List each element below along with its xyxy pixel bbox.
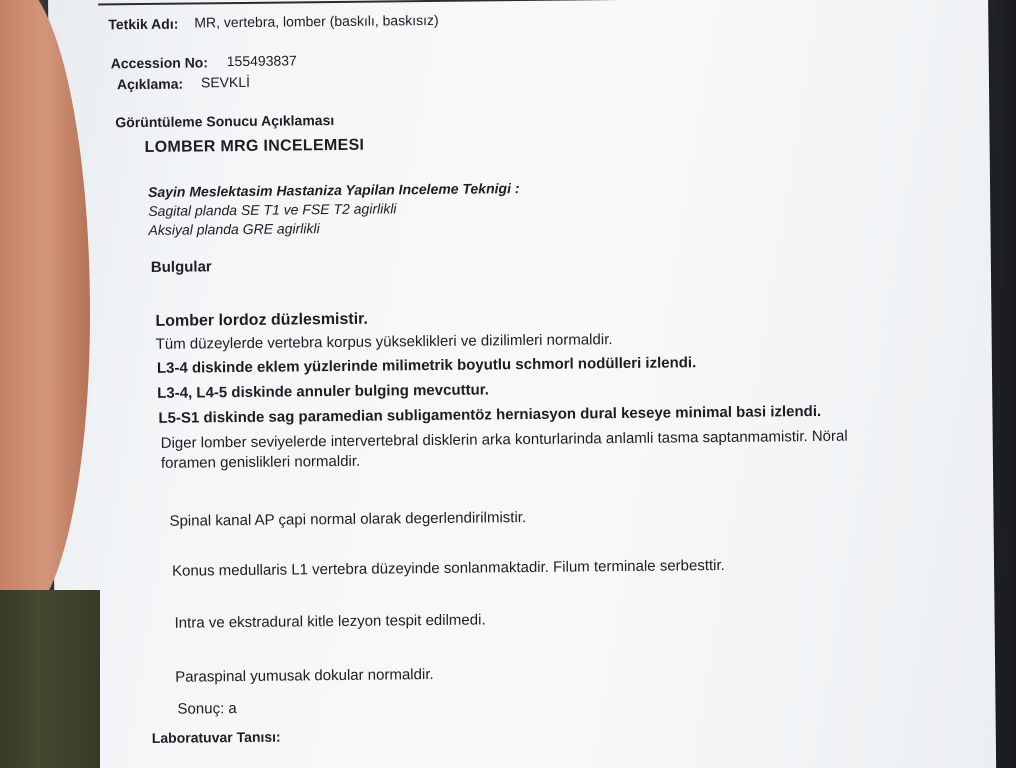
sleeve <box>0 590 100 768</box>
lab-label: Laboratuvar Tanısı: <box>151 728 281 746</box>
report-paper <box>48 0 996 768</box>
finding-item: Intra ve ekstradural kitle lezyon tespit edilmedi. <box>174 611 486 632</box>
finding-item: Spinal kanal AP çapi normal olarak degerlendirilmistir. <box>169 509 527 530</box>
technique-line: Aksiyal planda GRE agirlikli <box>148 220 320 238</box>
finding-item: Paraspinal yumusak dokular normaldir. <box>175 665 434 686</box>
findings-heading: Bulgular <box>150 258 212 276</box>
finding-item: Lomber lordoz düzlesmistir. <box>155 310 368 330</box>
aciklama-value: SEVKLİ <box>200 73 251 91</box>
aciklama-label: Açıklama: <box>116 75 184 93</box>
report-title: LOMBER MRG INCELEMESI <box>144 136 365 156</box>
accession-label: Accession No: <box>110 54 209 72</box>
section-heading: Görüntüleme Sonucu Açıklaması <box>115 112 335 131</box>
top-divider <box>98 0 938 5</box>
accession-value: 155493837 <box>226 52 297 70</box>
finding-item: L3-4, L4-5 diskinde annuler bulging mevcuttur. <box>157 381 489 402</box>
technique-line: Sagital planda SE T1 ve FSE T2 agirlikli <box>148 200 397 219</box>
finding-item: Diger lomber seviyelerde intervertebral disklerin arka konturlarinda anlamli tasma saptanmamistir. Nöral <box>160 427 848 452</box>
finding-item: Konus medullaris L1 vertebra düzeyinde sonlanmaktadir. Filum terminale serbesttir. <box>171 556 725 580</box>
finding-item: Tüm düzeylerde vertebra korpus yükseklikleri ve dizilimleri normaldir. <box>155 331 613 353</box>
conclusion: Sonuç: a <box>177 700 237 718</box>
finding-item: L5-S1 diskinde sag paramedian subligamentöz herniasyon dural keseye minimal basi izlendi. <box>158 402 822 427</box>
tetkik-value: MR, vertebra, lomber (baskılı, baskısız) <box>194 11 439 31</box>
technique-heading: Sayin Meslektasim Hastaniza Yapilan Inceleme Teknigi : <box>147 180 520 200</box>
finding-item: L3-4 diskinde eklem yüzlerinde milimetrik boyutlu schmorl nodülleri izlendi. <box>156 354 697 377</box>
tetkik-label: Tetkik Adı: <box>108 15 179 33</box>
finding-item: foramen genislikleri normaldir. <box>160 452 361 472</box>
